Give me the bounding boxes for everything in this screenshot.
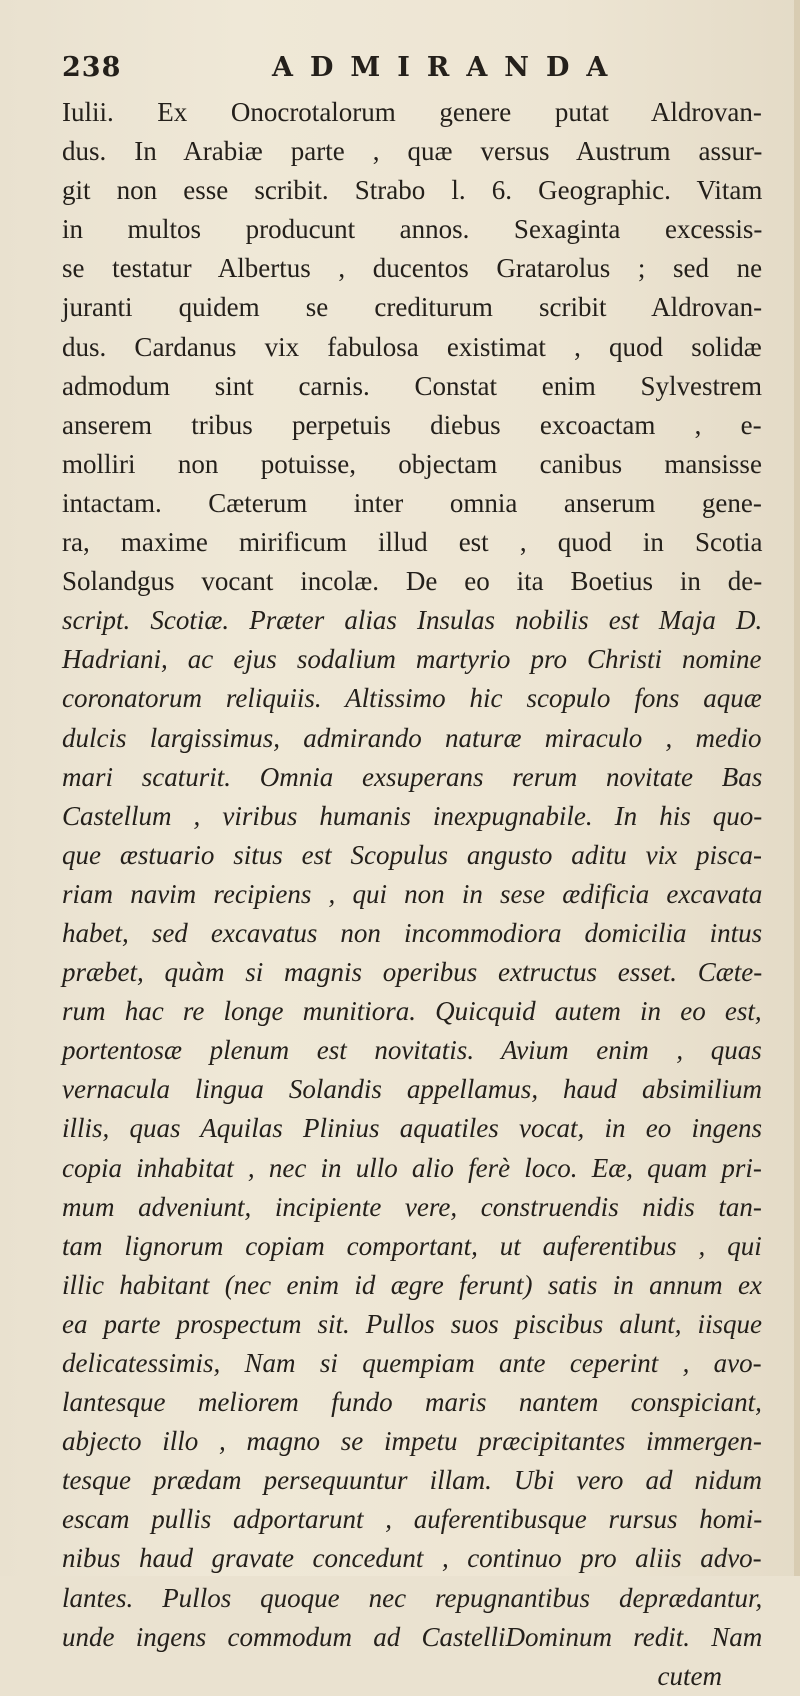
quoted-line: habet, sed excavatus non incommodiora domicilia intus <box>62 917 763 948</box>
quoted-line: illic habitant (nec enim id ægre ferunt) satis in annum ex <box>62 1269 762 1300</box>
text-line: ra, maxime mirificum illud est , quod in Scotia <box>62 527 763 558</box>
quoted-line: vernacula lingua Solandis appellamus, haud absimilium <box>62 1074 762 1105</box>
quoted-line: rum hac re longe munitiora. Quicquid autem in eo est, <box>62 996 762 1027</box>
quoted-line: abjecto illo , magno se impetu præcipitantes immergen- <box>62 1426 762 1457</box>
text-line: dus. In Arabiæ parte , quæ versus Austrum assur- <box>62 136 763 167</box>
text-line: anserem tribus perpetuis diebus excoactam , e- <box>62 409 762 440</box>
quoted-line: script. Scotiæ. Præter alias Insulas nobilis est Maja D. <box>62 605 763 636</box>
quoted-line: delicatessimis, Nam si quempiam ante ceperint , avo- <box>62 1348 762 1378</box>
quoted-line: escam pullis adportarunt , auferentibusque rursus homi- <box>62 1504 763 1535</box>
text-line: Solandgus vocant incolæ. De eo ita Boetius in de- <box>62 566 763 597</box>
text-line: Iulii. Ex Onocrotalorum genere putat Aldrovan- <box>62 97 762 127</box>
running-title: ADMIRANDA <box>272 52 625 83</box>
text-block <box>62 93 762 1696</box>
quoted-line: ea parte prospectum sit. Pullos suos piscibus alunt, iisque <box>62 1308 762 1339</box>
quoted-line: tam lignorum copiam comportant, ut auferentibus , qui <box>62 1230 762 1261</box>
text-line: in multos producunt annos. Sexaginta excessis- <box>62 214 763 245</box>
quoted-line: que æstuario situs est Scopulus angusto aditu vix pisca- <box>62 839 763 870</box>
text-line: dus. Cardanus vix fabulosa existimat , quod solidæ <box>62 331 762 362</box>
text-line: git non esse scribit. Strabo l. 6. Geographic. Vitam <box>62 175 763 206</box>
quoted-line: copia inhabitat , nec in ullo alio ferè loco. Eæ, quam pri- <box>62 1152 762 1183</box>
text-line: intactam. Cæterum inter omnia anserum gene- <box>62 487 762 518</box>
text-line: molliri non potuisse, objectam canibus mansisse <box>62 448 762 479</box>
quoted-line: unde ingens commodum ad CastelliDominum redit. Nam <box>62 1621 763 1652</box>
text-line: juranti quidem se crediturum scribit Aldrovan- <box>62 292 763 323</box>
quoted-line: lantes. Pullos quoque nec repugnantibus deprædantur, <box>62 1582 763 1613</box>
text-line: se testatur Albertus , ducentos Gratarolus ; sed ne <box>62 253 763 284</box>
quoted-line: tesque prædam persequuntur illam. Ubi vero ad nidum <box>62 1465 762 1496</box>
quoted-line: illis, quas Aquilas Plinius aquatiles vocat, in eo ingens <box>62 1113 762 1144</box>
quoted-line: riam navim recipiens , qui non in sese ædificia excavata <box>62 878 763 909</box>
text-line: admodum sint carnis. Constat enim Sylvestrem <box>62 370 762 401</box>
quoted-line: nibus haud gravate concedunt , continuo pro aliis advo- <box>62 1543 762 1574</box>
quoted-line: lantesque meliorem fundo maris nantem conspiciant, <box>62 1387 762 1418</box>
page-number: 238 <box>62 52 122 83</box>
quoted-line: coronatorum reliquiis. Altissimo hic scopulo fons aquæ <box>62 683 762 714</box>
catchword: cutem <box>657 1660 722 1691</box>
quoted-line: Hadriani, ac ejus sodalium martyrio pro Christi nomine <box>62 644 762 675</box>
page-header <box>62 52 742 92</box>
page-edge <box>794 0 800 1576</box>
quoted-line: præbet, quàm si magnis operibus extructus esset. Cæte- <box>62 957 763 988</box>
quoted-line: mum adveniunt, incipiente vere, construendis nidis tan- <box>62 1191 762 1222</box>
quoted-line: Castellum , viribus humanis inexpugnabile. In his quo- <box>62 800 763 831</box>
quoted-line: mari scaturit. Omnia exsuperans rerum novitate Bas <box>62 761 763 792</box>
quoted-line: portentosæ plenum est novitatis. Avium enim , quas <box>62 1035 762 1066</box>
quoted-line: dulcis largissimus, admirando naturæ miraculo , medio <box>62 722 762 753</box>
